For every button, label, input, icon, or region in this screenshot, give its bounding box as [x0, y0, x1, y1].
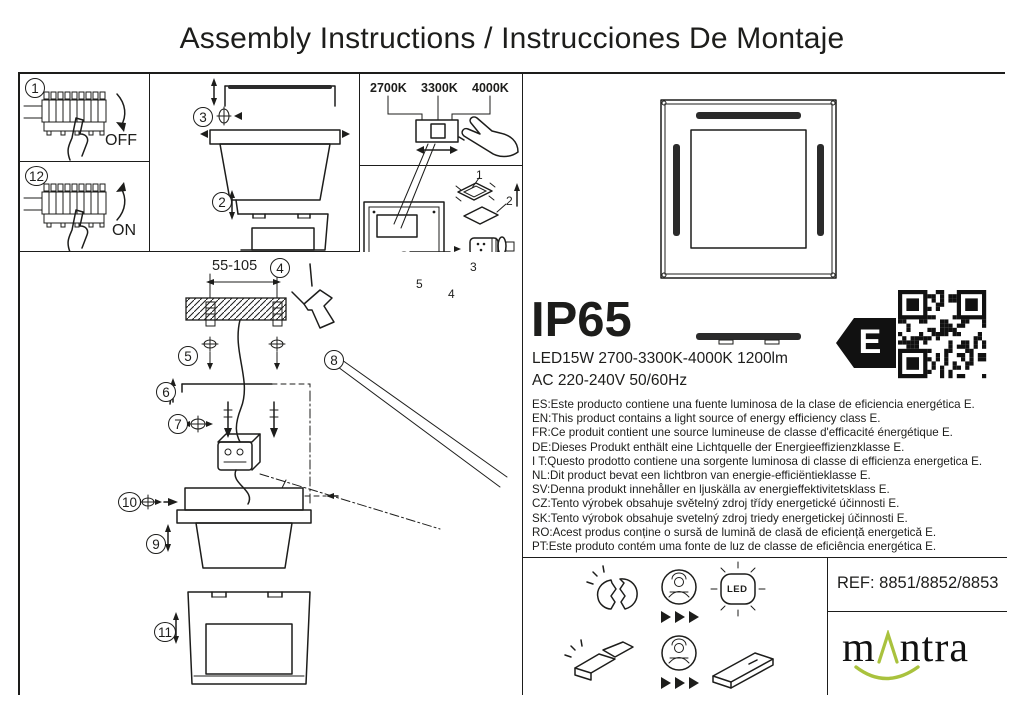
step-number-8: 8	[324, 350, 344, 370]
energy-note-de: DE:Dieses Produkt enthält eine Lichtquelle der Energieeffizienzklasse E.	[532, 440, 905, 454]
off-label: OFF	[105, 132, 137, 149]
technician-icon	[662, 636, 696, 670]
step-number-5: 5	[178, 346, 198, 366]
on-label: ON	[112, 222, 136, 239]
energy-note-cz: CZ:Tento výrobek obsahuje světelný zdroj třídy energetické účinnosti E.	[532, 497, 900, 511]
ip-rating: IP65	[531, 293, 632, 347]
energy-note-it: I T:Questo prodotto contiene una sorgente luminosa di classe di efficienza energetica E.	[532, 454, 983, 468]
cct-4000k-label: 4000K	[472, 81, 509, 95]
part-label-1: 1	[476, 168, 483, 182]
cct-switch-diagram	[360, 74, 522, 166]
screw-icon	[217, 107, 231, 125]
mains-cable	[236, 320, 244, 442]
hand-icon	[462, 117, 518, 157]
part-label-4: 4	[448, 287, 455, 301]
brand-smile-icon	[852, 664, 922, 686]
panel-mounting-steps	[20, 252, 522, 695]
panel-reference	[827, 558, 1007, 612]
energy-notes	[532, 398, 1002, 554]
step-number-2: 2	[212, 192, 232, 212]
cover-removal-diagram	[150, 74, 360, 252]
qr-code	[898, 290, 990, 380]
step-number-4: 4	[270, 258, 290, 278]
cct-3300k-label: 3300K	[421, 81, 458, 95]
cct-2700k-label: 2700K	[370, 81, 407, 95]
energy-note-es: ES:Este producto contiene una fuente luminosa de la clase de eficiencia energética E.	[532, 398, 975, 411]
energy-note-ro: RO:Acest produs conține o sursă de lumină de clasă de eficiență energetică E.	[532, 525, 937, 539]
energy-note-nl: NL:Dit product bevat een lichtbron van energie-efficiëntieklasse E.	[532, 469, 871, 483]
panel-cct-selector	[360, 74, 522, 166]
step-number-11: 11	[154, 622, 176, 642]
step-number-10: 10	[118, 492, 141, 512]
brand-caret-icon	[876, 630, 900, 664]
hole-distance-label: 55-105	[212, 258, 258, 274]
finger-icon	[68, 210, 88, 252]
brand-text-post: ntra	[899, 625, 969, 671]
brand-text-pre: m	[842, 625, 876, 671]
replacement-pictograms	[523, 558, 828, 695]
cable-to-fixture	[235, 470, 249, 504]
instruction-board	[18, 72, 1005, 695]
broken-driver-icon	[565, 640, 633, 680]
energy-note-en: EN:This product contains a light source of energy efficiency class E.	[532, 412, 881, 426]
reference-number: REF: 8851/8852/8853	[837, 574, 999, 592]
mounting-sequence-diagram	[20, 252, 522, 695]
led-lamp-label: LED	[727, 584, 748, 595]
step-number-12: 12	[25, 166, 48, 186]
panel-step1-power-off	[20, 74, 150, 162]
panel-brand	[827, 612, 1007, 695]
panel-step12-power-on	[20, 162, 150, 252]
part-label-3: 3	[470, 260, 477, 274]
step-number-9: 9	[146, 534, 166, 554]
led-spec: LED15W 2700-3300K-4000K 1200lm	[532, 350, 788, 367]
drill-icon	[292, 264, 334, 328]
step-number-6: 6	[156, 382, 176, 402]
part-label-2: 2	[506, 194, 513, 208]
technician-icon	[662, 570, 696, 604]
step-number-1: 1	[25, 78, 45, 98]
driver-icon	[713, 653, 773, 688]
energy-note-sv: SV:Denna produkt innehåller en ljuskälla av energieffektivitetsklass E.	[532, 483, 890, 497]
energy-note-sk: SK:Tento výrobok obsahuje svetelný zdroj triedy energetickej účinnosti E.	[532, 511, 908, 525]
part-label-5: 5	[416, 277, 423, 291]
finger-icon	[68, 118, 88, 160]
step-number-3: 3	[193, 107, 213, 127]
broken-led-icon	[587, 566, 637, 609]
energy-class-letter: E	[858, 323, 882, 361]
page-title: Assembly Instructions / Instrucciones De Montaje	[179, 22, 845, 55]
screw-icon	[224, 402, 278, 438]
energy-note-fr: FR:Ce produit contient une source lumineuse de classe d'efficacité énergétique E.	[532, 426, 953, 440]
screw-icon	[202, 337, 285, 370]
power-spec: AC 220-240V 50/60Hz	[532, 372, 688, 389]
panel-specs	[522, 74, 1007, 558]
step-number-7: 7	[168, 414, 188, 434]
energy-note-pt: PT:Este produto contém uma fonte de luz de classe de eficiência energética E.	[532, 540, 937, 554]
panel-steps-3-2	[150, 74, 360, 252]
panel-replacement-icons	[522, 558, 827, 695]
